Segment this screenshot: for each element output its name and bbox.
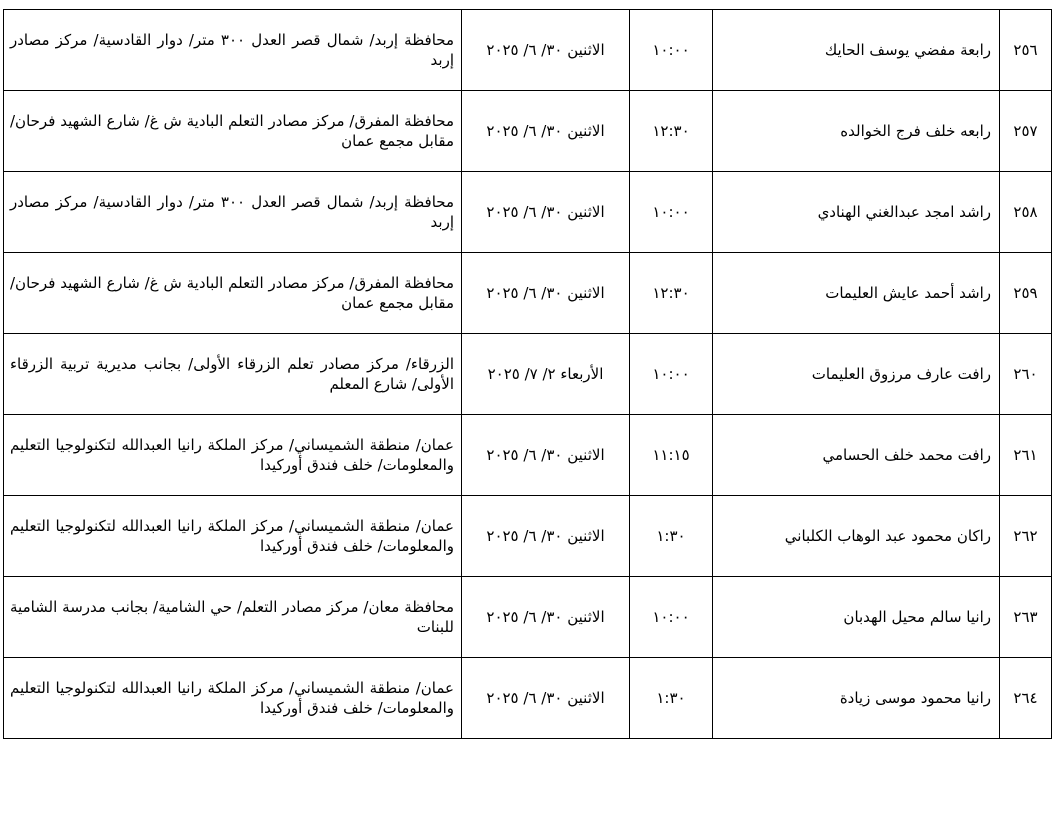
- time-cell: ١٠:٠٠: [630, 334, 713, 415]
- date-cell: الاثنين ٣٠/ ٦/ ٢٠٢٥: [462, 10, 630, 91]
- table-row: [4, 172, 1052, 253]
- name-cell: رانيا سالم محيل الهدبان: [713, 577, 1000, 658]
- table-row: [4, 415, 1052, 496]
- name-cell: رابعة مفضي يوسف الحايك: [713, 10, 1000, 91]
- time-cell: ١١:١٥: [630, 415, 713, 496]
- row-number-cell: ٢٥٨: [1000, 172, 1052, 253]
- name-cell: رابعه خلف فرج الخوالده: [713, 91, 1000, 172]
- row-number-cell: ٢٦١: [1000, 415, 1052, 496]
- date-cell: الاثنين ٣٠/ ٦/ ٢٠٢٥: [462, 496, 630, 577]
- date-cell: الاثنين ٣٠/ ٦/ ٢٠٢٥: [462, 172, 630, 253]
- row-number-cell: ٢٦٢: [1000, 496, 1052, 577]
- time-cell: ١٢:٣٠: [630, 253, 713, 334]
- location-cell: عمان/ منطقة الشميساني/ مركز الملكة رانيا العبدالله لتكنولوجيا التعليم والمعلومات/ خلف فندق أوركيدا: [4, 658, 462, 739]
- name-cell: رانيا محمود موسى زيادة: [713, 658, 1000, 739]
- location-cell: عمان/ منطقة الشميساني/ مركز الملكة رانيا العبدالله لتكنولوجيا التعليم والمعلومات/ خلف فندق أوركيدا: [4, 496, 462, 577]
- row-number-cell: ٢٦٤: [1000, 658, 1052, 739]
- date-cell: الاثنين ٣٠/ ٦/ ٢٠٢٥: [462, 577, 630, 658]
- name-cell: راشد امجد عبدالغني الهنادي: [713, 172, 1000, 253]
- table-row: [4, 10, 1052, 91]
- table-row: [4, 334, 1052, 415]
- location-cell: محافظة إربد/ شمال قصر العدل ٣٠٠ متر/ دوار القادسية/ مركز مصادر إربد: [4, 172, 462, 253]
- location-cell: محافظة إربد/ شمال قصر العدل ٣٠٠ متر/ دوار القادسية/ مركز مصادر إربد: [4, 10, 462, 91]
- time-cell: ١٢:٣٠: [630, 91, 713, 172]
- table-row: [4, 658, 1052, 739]
- table-row: [4, 91, 1052, 172]
- name-cell: رافت محمد خلف الحسامي: [713, 415, 1000, 496]
- time-cell: ١:٣٠: [630, 496, 713, 577]
- location-cell: عمان/ منطقة الشميساني/ مركز الملكة رانيا العبدالله لتكنولوجيا التعليم والمعلومات/ خلف فندق أوركيدا: [4, 415, 462, 496]
- name-cell: رافت عارف مرزوق العليمات: [713, 334, 1000, 415]
- schedule-table: [3, 9, 1052, 739]
- date-cell: الاثنين ٣٠/ ٦/ ٢٠٢٥: [462, 658, 630, 739]
- date-cell: الاثنين ٣٠/ ٦/ ٢٠٢٥: [462, 91, 630, 172]
- date-cell: الأربعاء ٢/ ٧/ ٢٠٢٥: [462, 334, 630, 415]
- name-cell: راكان محمود عبد الوهاب الكلباني: [713, 496, 1000, 577]
- time-cell: ١٠:٠٠: [630, 10, 713, 91]
- row-number-cell: ٢٥٧: [1000, 91, 1052, 172]
- location-cell: الزرقاء/ مركز مصادر تعلم الزرقاء الأولى/ بجانب مديرية تربية الزرقاء الأولى/ شارع المعلم: [4, 334, 462, 415]
- location-cell: محافظة معان/ مركز مصادر التعلم/ حي الشامية/ بجانب مدرسة الشامية للبنات: [4, 577, 462, 658]
- location-cell: محافظة المفرق/ مركز مصادر التعلم البادية ش غ/ شارع الشهيد فرحان/ مقابل مجمع عمان: [4, 91, 462, 172]
- time-cell: ١٠:٠٠: [630, 577, 713, 658]
- table-row: [4, 253, 1052, 334]
- row-number-cell: ٢٦٠: [1000, 334, 1052, 415]
- table-row: [4, 577, 1052, 658]
- name-cell: راشد أحمد عايش العليمات: [713, 253, 1000, 334]
- location-cell: محافظة المفرق/ مركز مصادر التعلم البادية ش غ/ شارع الشهيد فرحان/ مقابل مجمع عمان: [4, 253, 462, 334]
- table-row: [4, 496, 1052, 577]
- schedule-table-body: [4, 10, 1052, 739]
- row-number-cell: ٢٥٦: [1000, 10, 1052, 91]
- row-number-cell: ٢٦٣: [1000, 577, 1052, 658]
- time-cell: ١٠:٠٠: [630, 172, 713, 253]
- date-cell: الاثنين ٣٠/ ٦/ ٢٠٢٥: [462, 415, 630, 496]
- row-number-cell: ٢٥٩: [1000, 253, 1052, 334]
- date-cell: الاثنين ٣٠/ ٦/ ٢٠٢٥: [462, 253, 630, 334]
- time-cell: ١:٣٠: [630, 658, 713, 739]
